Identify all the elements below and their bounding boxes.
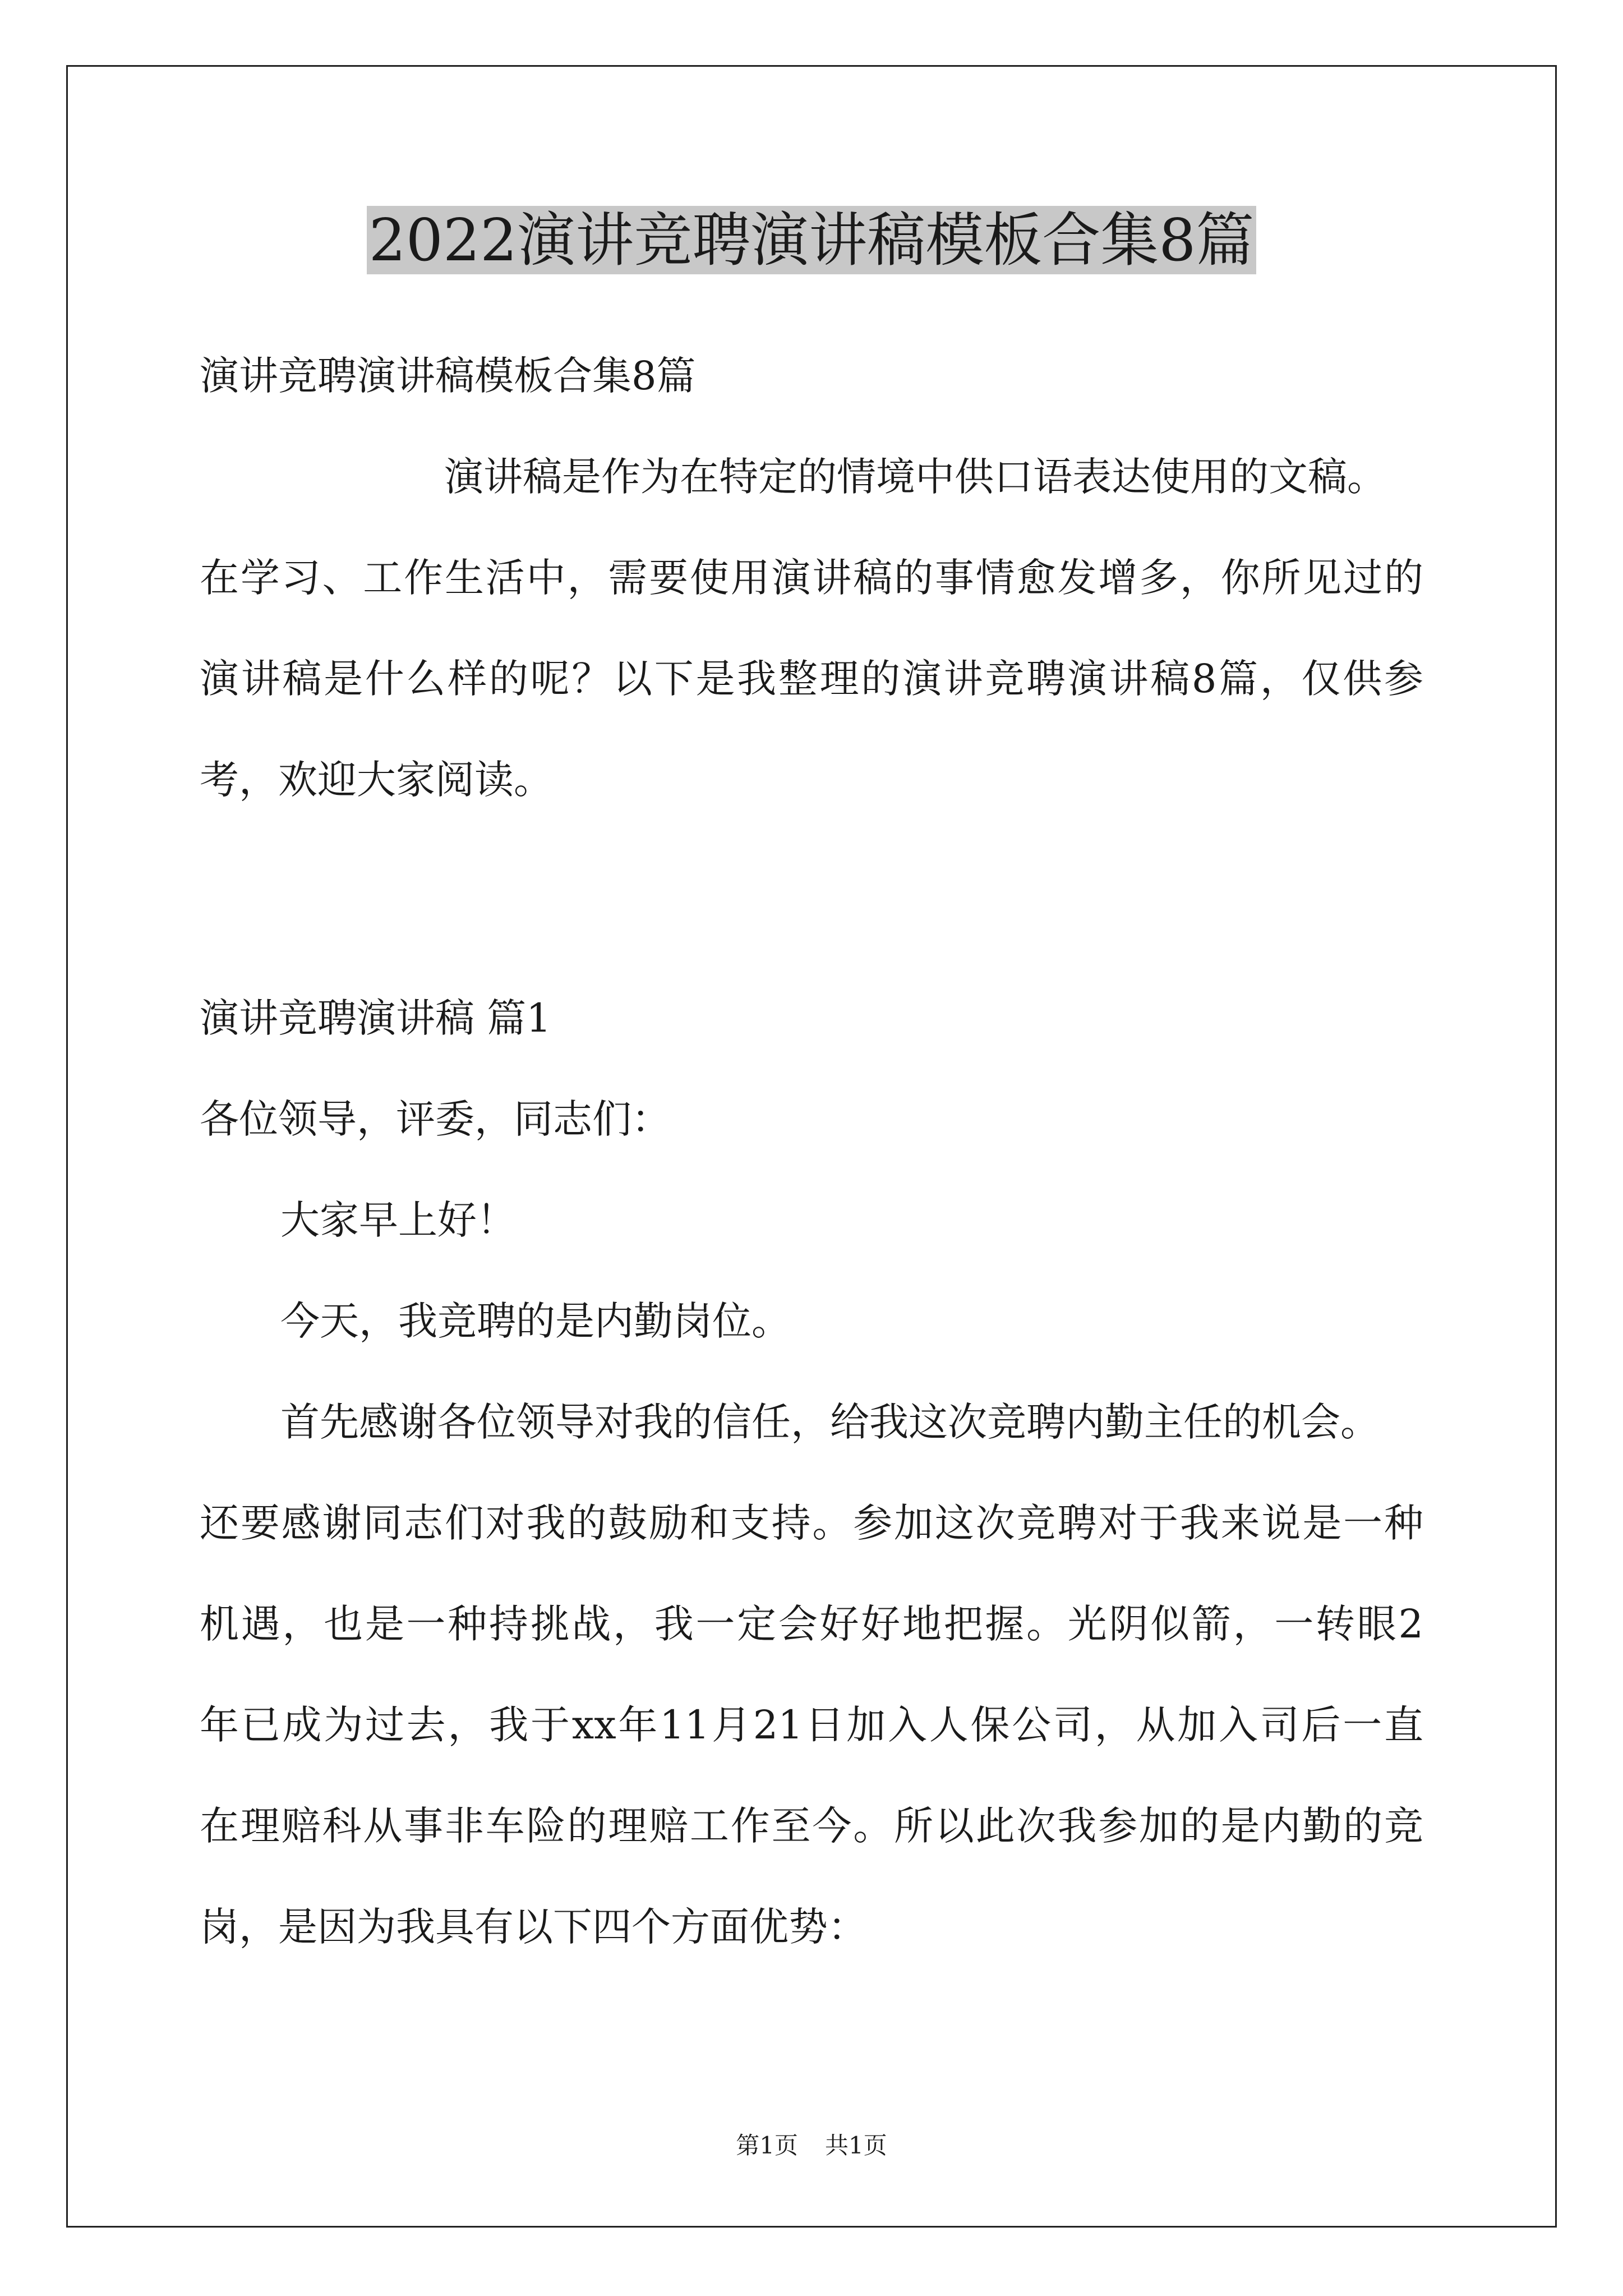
salutation: 各位领导，评委，同志们： — [200, 1096, 671, 1142]
greeting: 大家早上好！ — [280, 1197, 516, 1243]
document-title-text: 2022演讲竞聘演讲稿模板合集8篇 — [367, 206, 1257, 274]
paragraph-main-line-5: 在理赔科从事非车险的理赔工作至今。所以此次我参加的是内勤的竞 — [200, 1803, 1423, 1849]
paragraph-main-line-6: 岗，是因为我具有以下四个方面优势： — [200, 1904, 867, 1950]
page-number-current: 第1页 — [736, 2132, 798, 2159]
paragraph-main-line-1: 首先感谢各位领导对我的信任，给我这次竞聘内勤主任的机会。 — [280, 1399, 1380, 1445]
page-number-total: 共1页 — [825, 2132, 887, 2159]
intro-line-2: 在学习、工作生活中，需要使用演讲稿的事情愈发增多，你所见过的 — [200, 555, 1423, 601]
intro-line-1: 演讲稿是作为在特定的情境中供口语表达使用的文稿。 — [444, 454, 1386, 500]
page-footer — [0, 2129, 1623, 2162]
document-title — [0, 201, 1623, 279]
paragraph-main-line-3: 机遇，也是一种持挑战，我一定会好好地把握。光阴似箭，一转眼2 — [200, 1601, 1423, 1647]
paragraph-position: 今天，我竞聘的是内勤岗位。 — [280, 1298, 791, 1344]
section-heading: 演讲竞聘演讲稿 篇1 — [200, 995, 551, 1041]
intro-line-4: 考，欢迎大家阅读。 — [200, 757, 553, 803]
paragraph-main-line-4: 年已成为过去，我于xx年11月21日加入人保公司，从加入司后一直 — [200, 1702, 1423, 1748]
paragraph-main-line-2: 还要感谢同志们对我的鼓励和支持。参加这次竞聘对于我来说是一种 — [200, 1500, 1423, 1546]
intro-line-3: 演讲稿是什么样的呢？以下是我整理的演讲竞聘演讲稿8篇，仅供参 — [200, 656, 1423, 702]
document-subtitle: 演讲竞聘演讲稿模板合集8篇 — [200, 353, 696, 399]
